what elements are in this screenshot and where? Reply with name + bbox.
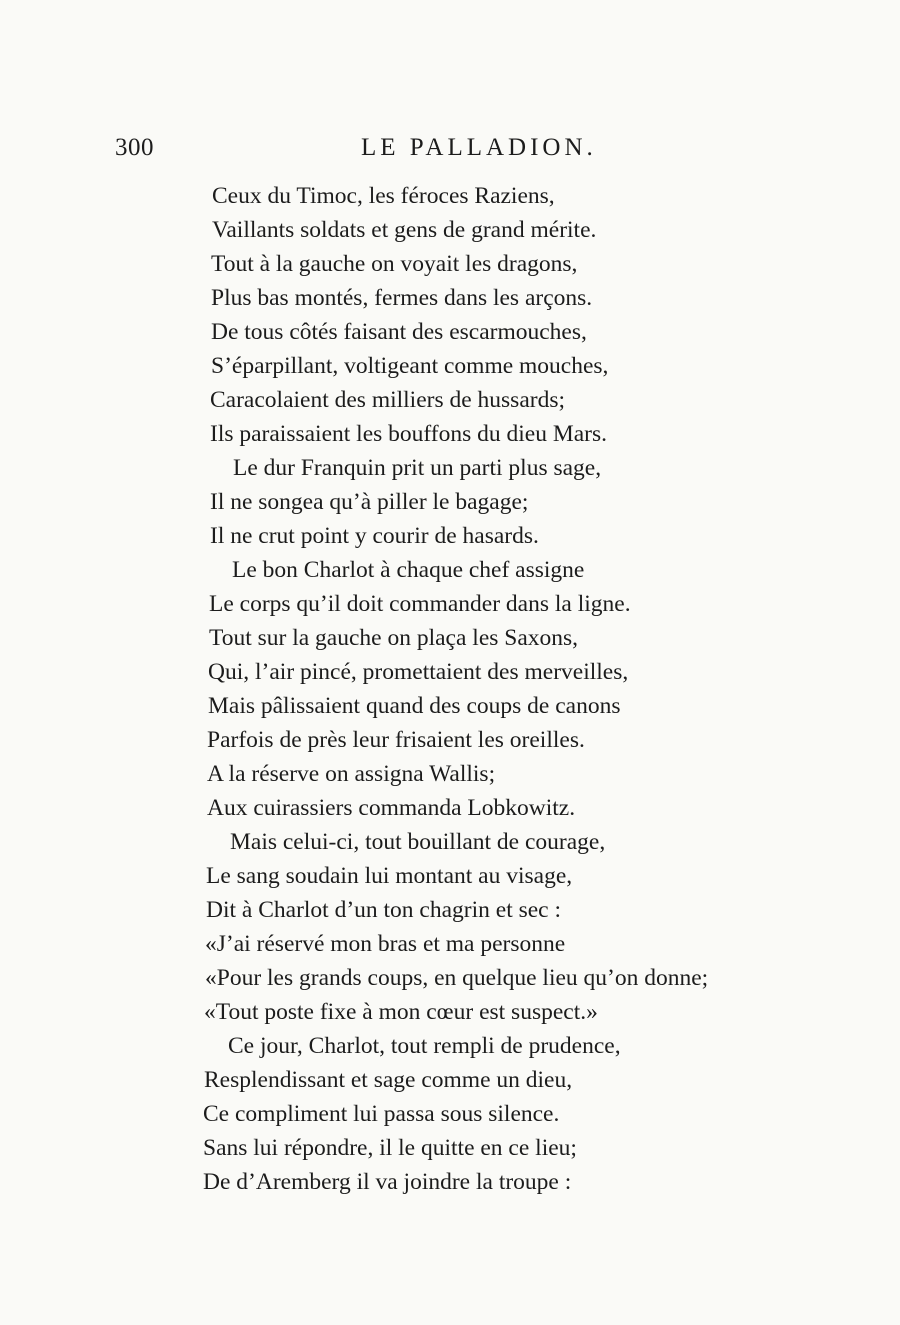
poem-line: Le sang soudain lui montant au visage, <box>206 863 573 889</box>
poem-line: «Pour les grands coups, en quelque lieu qu’on donne; <box>205 965 709 991</box>
poem-line: Ceux du Timoc, les féroces Raziens, <box>212 183 555 209</box>
poem-line: De tous côtés faisant des escarmouches, <box>211 319 587 345</box>
poem-line: Il ne songea qu’à piller le bagage; <box>210 489 529 515</box>
poem-line: Vaillants soldats et gens de grand mérite. <box>212 217 597 243</box>
poem-line: Aux cuirassiers commanda Lobkowitz. <box>207 795 576 821</box>
poem-line: Qui, l’air pincé, promettaient des merveilles, <box>208 659 629 685</box>
poem-line: «J’ai réservé mon bras et ma personne <box>205 931 566 957</box>
poem-line: Il ne crut point y courir de hasards. <box>210 523 539 549</box>
poem-line: Tout à la gauche on voyait les dragons, <box>211 251 578 277</box>
poem-line: A la réserve on assigna Wallis; <box>207 761 496 787</box>
poem-line: Le dur Franquin prit un parti plus sage, <box>233 455 602 481</box>
poem-line: Ce compliment lui passa sous silence. <box>203 1101 560 1127</box>
poem-line: Caracolaient des milliers de hussards; <box>210 387 566 413</box>
poem-line: Parfois de près leur frisaient les oreilles. <box>207 727 585 753</box>
page-number: 300 <box>115 134 154 161</box>
poem-line: Le bon Charlot à chaque chef assigne <box>232 557 585 583</box>
poem-line: De d’Aremberg il va joindre la troupe : <box>203 1169 572 1195</box>
poem-line: S’éparpillant, voltigeant comme mouches, <box>211 353 609 379</box>
poem-line: Dit à Charlot d’un ton chagrin et sec : <box>206 897 562 923</box>
running-head: LE PALLADION. <box>361 134 597 161</box>
poem-line: Ils paraissaient les bouffons du dieu Mars. <box>210 421 608 447</box>
poem-line: Resplendissant et sage comme un dieu, <box>204 1067 573 1093</box>
poem-line: «Tout poste fixe à mon cœur est suspect.» <box>204 999 598 1025</box>
poem-line: Sans lui répondre, il le quitte en ce lieu; <box>203 1135 577 1161</box>
poem-line: Le corps qu’il doit commander dans la ligne. <box>209 591 631 617</box>
poem-line: Mais pâlissaient quand des coups de canons <box>208 693 621 719</box>
poem-line: Mais celui-ci, tout bouillant de courage, <box>230 829 606 855</box>
poem-line: Plus bas montés, fermes dans les arçons. <box>211 285 593 311</box>
poem-line: Ce jour, Charlot, tout rempli de prudence, <box>228 1033 621 1059</box>
poem-line: Tout sur la gauche on plaça les Saxons, <box>209 625 579 651</box>
